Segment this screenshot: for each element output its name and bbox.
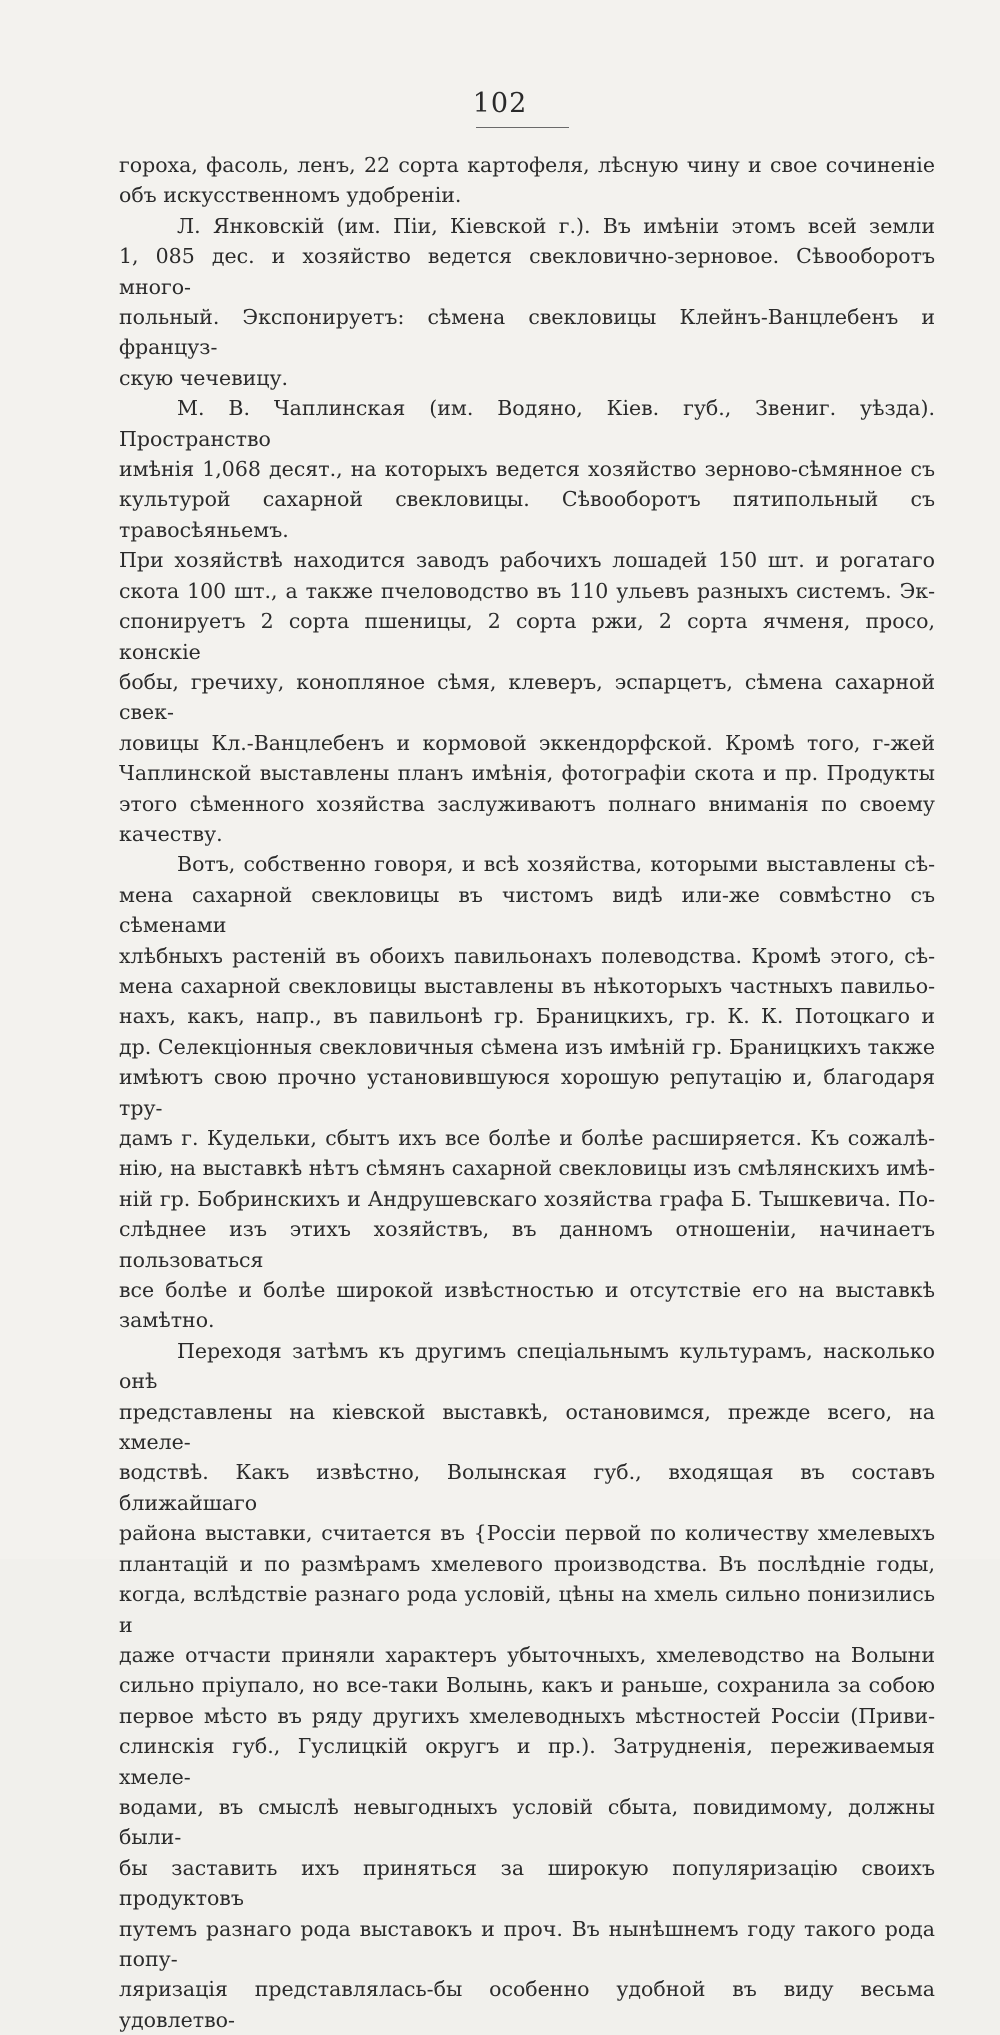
- page-number-rule: [476, 127, 569, 128]
- text-line-content: водствѣ. Какъ извѣстно, Волынская губ., входящая въ составъ ближайшаго: [119, 1460, 935, 1515]
- text-line-content: представлены на кіевской выставкѣ, остановимся, прежде всего, на хмеле-: [119, 1399, 935, 1455]
- text-line: [119, 211, 935, 241]
- text-line: [119, 1032, 935, 1062]
- text-line: [119, 1153, 935, 1183]
- text-line-content: имѣютъ свою прочно установившуюся хорошую репутацію и, благодаря тру-: [119, 1065, 935, 1120]
- text-line-content: Чаплинской выставлены планъ имѣнія, фотографіи скота и пр. Продукты: [119, 761, 935, 786]
- text-line: [119, 241, 935, 302]
- text-line: [119, 363, 935, 393]
- text-line: [119, 1670, 935, 1700]
- text-line-content: М. В. Чаплинская (им. Водяно, Кіев. губ., Звениг. уѣзда). Пространство: [119, 396, 935, 451]
- page-number: 102: [472, 88, 528, 119]
- text-line: [119, 1549, 935, 1579]
- text-line-content: спонируетъ 2 сорта пшеницы, 2 сорта ржи, 2 сорта ячменя, просо, конскіе: [119, 609, 935, 664]
- text-line: [119, 1457, 935, 1518]
- text-line-content: хлѣбныхъ растеній въ обоихъ павильонахъ полеводства. Кромѣ этого, сѣ-: [119, 943, 935, 968]
- text-line-content: При хозяйствѣ находится заводъ рабочихъ лошадей 150 шт. и рогатаго: [119, 548, 935, 573]
- text-line-content: объ искусственномъ удобреніи.: [119, 183, 462, 208]
- text-line: [119, 1275, 935, 1305]
- text-line: [119, 1305, 935, 1335]
- text-line: [119, 667, 935, 728]
- text-line-content: плантацій и по размѣрамъ хмелевого производства. Въ послѣдніе годы,: [119, 1551, 935, 1576]
- text-line: [119, 1792, 935, 1853]
- text-line-content: даже отчасти приняли характеръ убыточныхъ, хмелеводство на Волыни: [119, 1642, 935, 1667]
- text-line-content: все болѣе и болѣе широкой извѣстностью и отсутствіе его на выставкѣ: [119, 1278, 935, 1303]
- text-line: [119, 545, 935, 575]
- text-line: [119, 1397, 935, 1458]
- body-text: [119, 150, 935, 2035]
- text-line: [119, 1336, 935, 1397]
- text-line: [119, 1640, 935, 1670]
- text-line: [119, 1579, 935, 1640]
- text-line-content: нію, на выставкѣ нѣтъ сѣмянъ сахарной свекловицы изъ смѣлянскихъ имѣ-: [119, 1156, 935, 1181]
- text-line: [119, 1214, 935, 1275]
- text-line: [119, 576, 935, 606]
- text-line-content: слѣднее изъ этихъ хозяйствъ, въ данномъ отношеніи, начинаетъ пользоваться: [119, 1217, 935, 1272]
- text-line-content: дамъ г. Кудельки, сбытъ ихъ все болѣе и болѣе расширяется. Къ сожалѣ-: [119, 1126, 935, 1150]
- text-line: [119, 1184, 935, 1214]
- text-line: [119, 758, 935, 788]
- text-line: [119, 849, 935, 879]
- text-line-content: др. Селекціонныя свекловичныя сѣмена изъ имѣній гр. Браницкихъ также: [119, 1034, 935, 1059]
- text-line: [119, 1701, 935, 1731]
- text-line-content: Вотъ, собственно говоря, и всѣ хозяйства, которыми выставлены сѣ-: [177, 852, 935, 877]
- text-line-content: ній гр. Бобринскихъ и Андрушевскаго хозяйства графа Б. Тышкевича. По-: [119, 1186, 935, 1211]
- text-line: [119, 1062, 935, 1123]
- text-line-content: культурой сахарной свекловицы. Сѣвооборотъ пятипольный съ травосѣяньемъ.: [119, 487, 935, 542]
- text-line-content: ляризація представлялась-бы особенно удобной въ виду весьма удовлетво-: [119, 1977, 935, 2032]
- text-line-content: мена сахарной свекловицы выставлены въ нѣкоторыхъ частныхъ павильо-: [119, 973, 935, 998]
- text-line-content: скота 100 шт., а также пчеловодство въ 110 ульевъ разныхъ системъ. Эк-: [119, 578, 935, 603]
- text-line: [119, 941, 935, 971]
- text-line-content: гороха, фасоль, ленъ, 22 сорта картофеля, лѣсную чину и свое сочиненіе: [119, 153, 935, 177]
- text-line-content: имѣнія 1,068 десят., на которыхъ ведется хозяйство зерново-сѣмянное съ: [119, 457, 935, 482]
- text-line: [119, 1518, 935, 1548]
- text-line: [119, 1974, 935, 2035]
- text-line-content: Л. Янковскій (им. Піи, Кіевской г.). Въ имѣніи этомъ всей земли: [177, 213, 935, 238]
- text-line: [119, 1123, 935, 1153]
- text-line-content: Переходя затѣмъ къ другимъ спеціальнымъ культурамъ, насколько онѣ: [119, 1338, 935, 1394]
- text-line-content: этого сѣменного хозяйства заслуживаютъ полнаго вниманія по своему качеству.: [119, 791, 935, 846]
- text-line: [119, 393, 935, 454]
- text-line: [119, 1853, 935, 1914]
- text-line: [119, 484, 935, 545]
- text-line: [119, 1001, 935, 1031]
- text-line-content: слинскія губ., Гуслицкій округъ и пр.). Затрудненія, переживаемыя хмеле-: [119, 1734, 935, 1789]
- text-line-content: 1, 085 дес. и хозяйство ведется свекловично-зерновое. Сѣвооборотъ много-: [119, 244, 935, 299]
- text-line: [119, 728, 935, 758]
- text-line: [119, 1914, 935, 1975]
- text-line: [119, 789, 935, 850]
- text-line-content: замѣтно.: [119, 1308, 215, 1333]
- text-line: [119, 971, 935, 1001]
- text-line: [119, 1731, 935, 1792]
- text-line-content: водами, въ смыслѣ невыгодныхъ условій сбыта, повидимому, должны были-: [119, 1794, 935, 1850]
- text-line-content: когда, вслѣдствіе разнаго рода условій, цѣны на хмель сильно понизились и: [119, 1582, 935, 1637]
- text-line-content: сильно пріупало, но все-таки Волынь, какъ и раньше, сохранила за собою: [119, 1673, 935, 1698]
- text-line-content: мена сахарной свекловицы въ чистомъ видѣ или-же совмѣстно съ сѣменами: [119, 882, 935, 938]
- text-line-content: района выставки, считается въ {Россіи первой по количеству хмелевыхъ: [119, 1521, 935, 1546]
- text-line-content: польный. Экспонируетъ: сѣмена свекловицы Клейнъ-Ванцлебенъ и француз-: [119, 305, 935, 360]
- text-line-content: путемъ разнаго рода выставокъ и проч. Въ нынѣшнемъ году такого рода попу-: [119, 1916, 935, 1971]
- text-line-content: первое мѣсто въ ряду другихъ хмелеводныхъ мѣстностей Россіи (Приви-: [119, 1703, 935, 1728]
- text-line: [119, 880, 935, 941]
- text-line: [119, 180, 935, 210]
- text-line: [119, 606, 935, 667]
- text-line-content: бобы, гречиху, конопляное сѣмя, клеверъ, эспарцетъ, сѣмена сахарной свек-: [119, 669, 935, 725]
- text-line: [119, 454, 935, 484]
- text-line-content: ловицы Кл.-Ванцлебенъ и кормовой эккендорфской. Кромѣ того, г-жей: [119, 730, 935, 755]
- text-line-content: нахъ, какъ, напр., въ павильонѣ гр. Браницкихъ, гр. К. К. Потоцкаго и: [119, 1004, 935, 1029]
- text-line-content: бы заставить ихъ приняться за широкую популяризацію своихъ продуктовъ: [119, 1855, 935, 1911]
- text-line-content: скую чечевицу.: [119, 365, 289, 390]
- text-line: [119, 302, 935, 363]
- text-line: [119, 150, 935, 180]
